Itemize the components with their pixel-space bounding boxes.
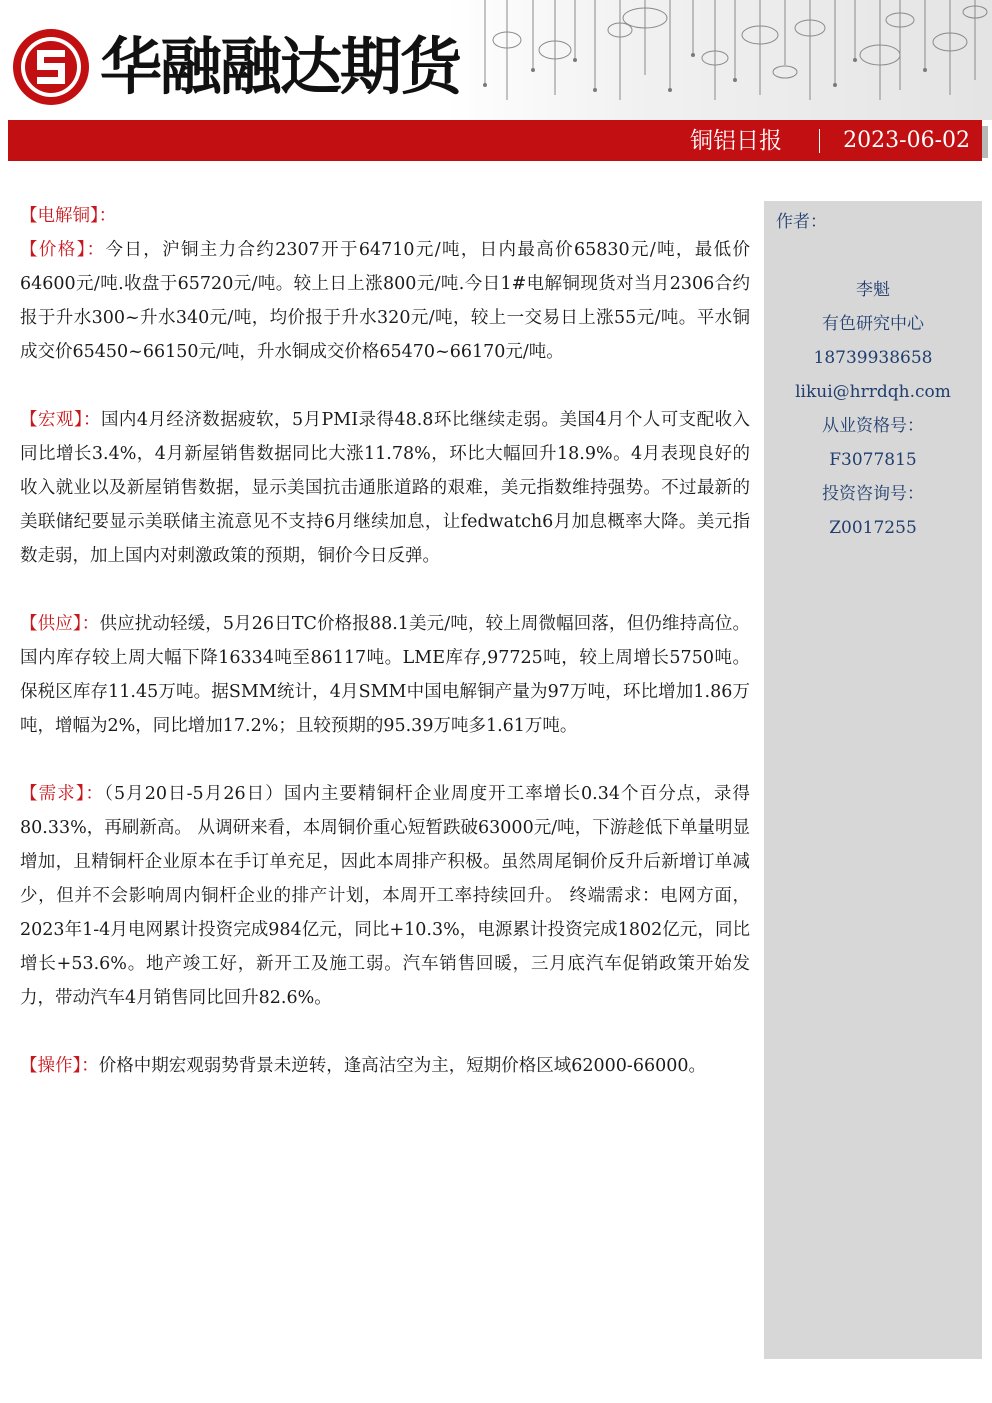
- demand-sep: ：: [85, 784, 105, 804]
- macro-sep: ：: [83, 410, 101, 430]
- author-department: 有色研究中心: [822, 314, 924, 334]
- report-body: [20, 199, 750, 1117]
- company-logo-icon: [10, 26, 92, 108]
- macro-tag: 【宏观】: [20, 410, 84, 430]
- report-title: 铜铝日报: [690, 128, 782, 154]
- report-date: 2023-06-02: [843, 128, 970, 153]
- operation-paragraph: [20, 1049, 750, 1083]
- author-label: 作者：: [776, 212, 827, 232]
- supply-tag: 【供应】: [20, 614, 82, 634]
- price-tag: 【价格】: [20, 240, 87, 260]
- qualification-label: 从业资格号：: [822, 416, 924, 436]
- demand-tag: 【需求】: [20, 784, 86, 804]
- operation-sep: ：: [81, 1056, 99, 1076]
- supply-sep: ：: [81, 614, 100, 634]
- author-name: 李魁: [856, 280, 890, 300]
- author-info: [764, 273, 982, 545]
- author-sidebar: [764, 201, 982, 1359]
- operation-tag: 【操作】: [20, 1056, 82, 1076]
- supply-paragraph: [20, 607, 750, 743]
- price-text: 今日，沪铜主力合约2307开于64710元/吨，日内最高价65830元/吨，最低价64600元/吨.收盘于65720元/吨。较上日上涨800元/吨.今日1#电解铜现货对当月2306合约报于升水300~升水340元/吨，均价报于升水320元/吨，较上一交易日上涨55元/吨。平水铜成交价65450~66150元/吨，升水铜成交价格65470~66170元/吨。: [20, 240, 750, 362]
- title-divider: [819, 129, 820, 153]
- demand-paragraph: [20, 777, 750, 1015]
- brand-name: 华融融达期货: [100, 30, 461, 103]
- qualification-number: F3077815: [829, 450, 917, 470]
- title-bar: [8, 120, 982, 161]
- decorative-pendant-lines: [445, 0, 992, 120]
- supply-text: 供应扰动轻缓，5月26日TC价格报88.1美元/吨，较上周微幅回落，但仍维持高位。国内库存较上周大幅下降16334吨至86117吨。LME库存,97725吨，较上周增长5750吨。保税区库存11.45万吨。据SMM统计，4月SMM中国电解铜产量为97万吨，环比增加1.86万吨，增幅为2%，同比增加17.2%；且较预期的95.39万吨多1.61万吨。: [20, 614, 751, 736]
- heading-sep: ：: [98, 206, 117, 226]
- demand-text: （5月20日-5月26日）国内主要精铜杆企业周度开工率增长0.34个百分点，录得80.33%，再刷新高。 从调研来看，本周铜价重心短暂跌破63000元/吨，下游趁低下单量明显增加，且精铜杆企业原本在手订单充足，因此本周排产积极。虽然周尾铜价反升后新增订单减少，但并不会影响周内铜杆企业的排产计划，本周开工率持续回升。 终端需求：电网方面，2023年1-4月电网累计投资完成984亿元，同比+10.3%，电源累计投资完成1802亿元，同比增长+53.6%。地产竣工好，新开工及施工弱。汽车销售回暖，三月底汽车促销政策开始发力，带动汽车4月销售同比回升82.6%。: [20, 784, 750, 1008]
- title-bar-shadow: [982, 126, 988, 158]
- macro-paragraph: [20, 403, 750, 573]
- author-email[interactable]: likui@hrrdqh.com: [795, 382, 951, 402]
- section-heading: [20, 199, 750, 233]
- heading-tag: 【电解铜】: [20, 206, 99, 226]
- report-header: [0, 0, 992, 170]
- price-sep: ：: [86, 240, 106, 260]
- macro-text: 国内4月经济数据疲软，5月PMI录得48.8环比继续走弱。美国4月个人可支配收入同比增长3.4%，4月新屋销售数据同比大涨11.78%，环比大幅回升18.9%。4月表现良好的收入就业以及新屋销售数据，显示美国抗击通胀道路的艰难，美元指数维持强势。不过最新的美联储纪要显示美联储主流意见不支持6月继续加息，让fedwatch6月加息概率大降。美元指数走弱，加上国内对刺激政策的预期，铜价今日反弹。: [20, 410, 751, 566]
- consult-number: Z0017255: [829, 518, 917, 538]
- consult-label: 投资咨询号：: [822, 484, 924, 504]
- operation-text: 价格中期宏观弱势背景未逆转，逢高沽空为主，短期价格区域62000-66000。: [98, 1056, 707, 1076]
- author-phone: 18739938658: [813, 348, 933, 368]
- price-paragraph: [20, 233, 750, 369]
